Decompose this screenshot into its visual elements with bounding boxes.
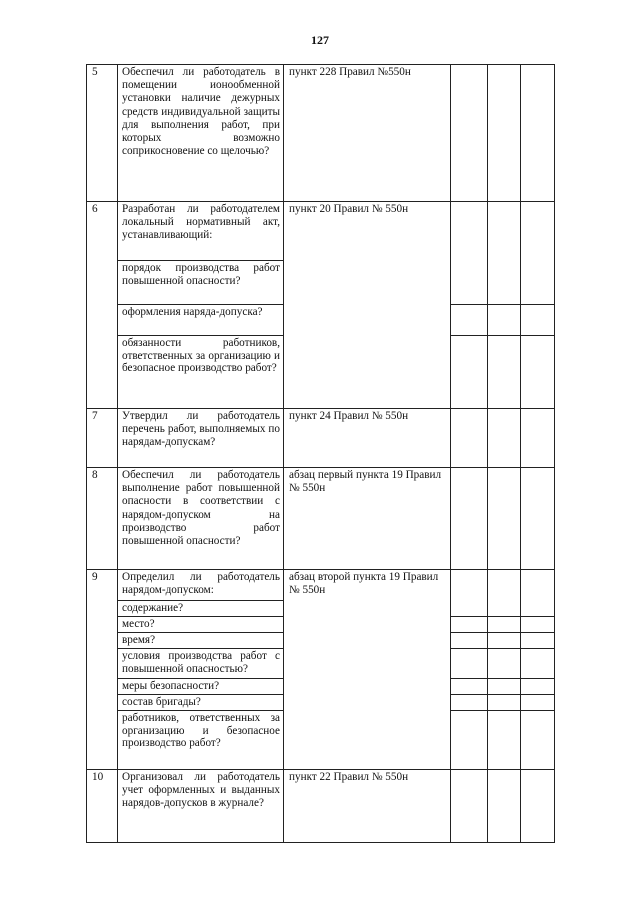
question-text: Организовал ли работодатель учет оформленных и выданных нарядов-допусков в журнале? — [118, 770, 284, 843]
answer-cell-no[interactable] — [488, 570, 521, 617]
row-number: 9 — [87, 570, 118, 770]
answer-cell-na[interactable] — [521, 202, 555, 305]
answer-cell-yes[interactable] — [451, 695, 488, 711]
checklist-table — [86, 64, 555, 843]
answer-cell-na[interactable] — [521, 617, 555, 633]
question-text: Определил ли работодатель нарядом-допуском: — [118, 570, 284, 601]
answer-cell-na[interactable] — [521, 468, 555, 570]
answer-cell-yes[interactable] — [451, 570, 488, 617]
table-row — [87, 570, 555, 601]
question-subitem: время? — [118, 633, 284, 649]
question-subitem: порядок производства работ повышенной опасности? — [118, 261, 284, 305]
question-subitem: обязанности работников, ответственных за организацию и безопасное производство работ? — [118, 336, 284, 409]
question-text: Обеспечил ли работодатель выполнение работ повышенной опасности в соответствии с нарядом-допуском на производство работ повышенной опасности? — [118, 468, 284, 570]
question-subitem: содержание? — [118, 601, 284, 617]
answer-cell-no[interactable] — [488, 617, 521, 633]
answer-cell-yes[interactable] — [451, 65, 488, 202]
answer-cell-yes[interactable] — [451, 770, 488, 843]
legal-reference: пункт 228 Правил №550н — [284, 65, 451, 202]
answer-cell-no[interactable] — [488, 695, 521, 711]
answer-cell-yes[interactable] — [451, 711, 488, 770]
answer-cell-na[interactable] — [521, 65, 555, 202]
table-row — [87, 202, 555, 261]
page-number: 127 — [311, 33, 329, 47]
row-number: 6 — [87, 202, 118, 409]
answer-cell-na[interactable] — [521, 409, 555, 468]
question-text: Разработан ли работодателем локальный нормативный акт, устанавливающий: — [118, 202, 284, 261]
question-subitem: работников, ответственных за организацию и безопасное производство работ? — [118, 711, 284, 770]
answer-cell-na[interactable] — [521, 679, 555, 695]
answer-cell-no[interactable] — [488, 649, 521, 679]
answer-cell-yes[interactable] — [451, 468, 488, 570]
table-row — [87, 65, 555, 202]
row-number: 8 — [87, 468, 118, 570]
question-subitem: условия производства работ с повышенной опасностью? — [118, 649, 284, 679]
answer-cell-no[interactable] — [488, 770, 521, 843]
row-number: 5 — [87, 65, 118, 202]
answer-cell-no[interactable] — [488, 336, 521, 409]
answer-cell-na[interactable] — [521, 633, 555, 649]
answer-cell-yes[interactable] — [451, 649, 488, 679]
answer-cell-no[interactable] — [488, 679, 521, 695]
question-subitem: место? — [118, 617, 284, 633]
answer-cell-yes[interactable] — [451, 679, 488, 695]
answer-cell-na[interactable] — [521, 695, 555, 711]
legal-reference: абзац первый пункта 19 Правил № 550н — [284, 468, 451, 570]
answer-cell-no[interactable] — [488, 202, 521, 305]
answer-cell-na[interactable] — [521, 649, 555, 679]
answer-cell-no[interactable] — [488, 65, 521, 202]
answer-cell-na[interactable] — [521, 711, 555, 770]
answer-cell-no[interactable] — [488, 633, 521, 649]
legal-reference: абзац второй пункта 19 Правил № 550н — [284, 570, 451, 770]
question-text: Обеспечил ли работодатель в помещении ионообменной установки наличие дежурных средств индивидуальной защиты для выполнения работ, при которых возможно соприкосновение со щелочью? — [118, 65, 284, 202]
answer-cell-no[interactable] — [488, 409, 521, 468]
legal-reference: пункт 20 Правил № 550н — [284, 202, 451, 409]
answer-cell-yes[interactable] — [451, 336, 488, 409]
legal-reference: пункт 22 Правил № 550н — [284, 770, 451, 843]
row-number: 10 — [87, 770, 118, 843]
answer-cell-no[interactable] — [488, 468, 521, 570]
question-subitem: оформления наряда-допуска? — [118, 305, 284, 336]
answer-cell-na[interactable] — [521, 770, 555, 843]
table-row — [87, 409, 555, 468]
answer-cell-yes[interactable] — [451, 202, 488, 305]
answer-cell-no[interactable] — [488, 305, 521, 336]
question-text: Утвердил ли работодатель перечень работ, выполняемых по нарядам-допускам? — [118, 409, 284, 468]
answer-cell-na[interactable] — [521, 336, 555, 409]
answer-cell-yes[interactable] — [451, 409, 488, 468]
answer-cell-na[interactable] — [521, 570, 555, 617]
answer-cell-no[interactable] — [488, 711, 521, 770]
row-number: 7 — [87, 409, 118, 468]
question-subitem: состав бригады? — [118, 695, 284, 711]
legal-reference: пункт 24 Правил № 550н — [284, 409, 451, 468]
table-row — [87, 770, 555, 843]
answer-cell-yes[interactable] — [451, 633, 488, 649]
answer-cell-yes[interactable] — [451, 305, 488, 336]
table-row — [87, 468, 555, 570]
question-subitem: меры безопасности? — [118, 679, 284, 695]
answer-cell-na[interactable] — [521, 305, 555, 336]
answer-cell-yes[interactable] — [451, 617, 488, 633]
